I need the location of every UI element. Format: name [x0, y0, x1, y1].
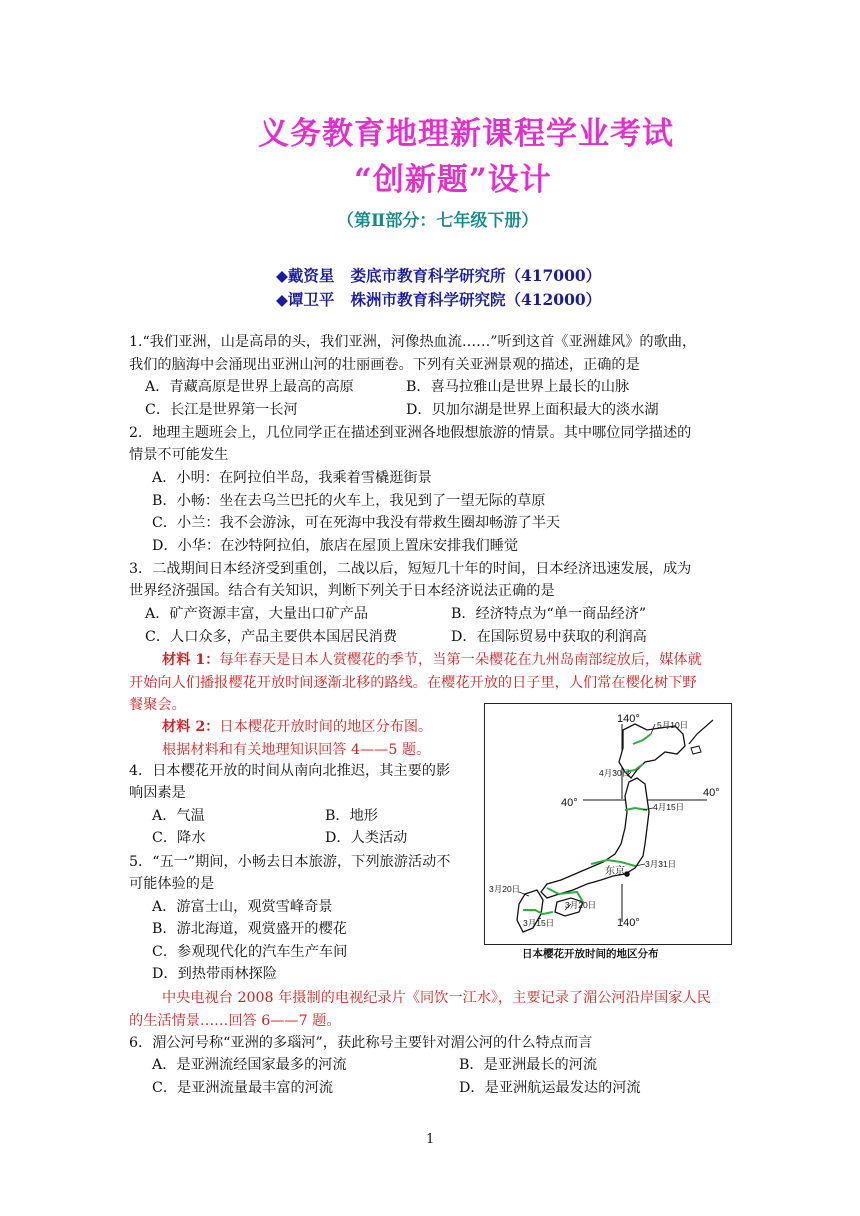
- question-3-stem-cont: 世界经济强国。结合有关知识，判断下列关于日本经济说法正确的是: [129, 583, 555, 599]
- author-line: [276, 288, 601, 310]
- option-1a: A．青藏高原是世界上最高的高原: [145, 379, 354, 395]
- lat-label-right: 40°: [703, 787, 720, 799]
- date-label-apr15: 4月15日: [653, 802, 685, 812]
- author-org: 娄底市教育科学研究所（417000）: [350, 266, 602, 285]
- question-5-stem-cont: 可能体验的是: [129, 876, 215, 892]
- option-6c: C．是亚洲流量最丰富的河流: [152, 1080, 334, 1096]
- question-1-stem: 1.“我们亚洲，山是高昂的头，我们亚洲，河像热血流……”听到这首《亚洲雄风》的歌曲，: [129, 334, 697, 350]
- lat-label-left: 40°: [561, 797, 578, 809]
- kuril-outline: [689, 720, 713, 744]
- tokyo-dot: [624, 871, 630, 877]
- question-4-stem-cont: 响因素是: [129, 785, 186, 801]
- option-4c: C．降水: [152, 830, 206, 846]
- option-3c: C．人口众多，产品主要供本国居民消费: [145, 629, 398, 645]
- option-4a: A．气温: [152, 808, 205, 824]
- question-6-stem: 6．湄公河号称“亚洲的多瑙河”，获此称号主要针对湄公河的什么特点而言: [129, 1035, 593, 1051]
- question-3-stem: 3．二战期间日本经济受到重创，二战以后，短短几十年的时间，日本经济迅速发展，成为: [129, 561, 692, 577]
- question-5-stem: 5．“五一”期间，小畅去日本旅游，下列旅游活动不: [129, 854, 451, 870]
- date-label-mar31: 3月31日: [645, 859, 677, 869]
- option-5c: C．参观现代化的汽车生产车间: [152, 944, 348, 960]
- option-5a: A．游富士山，观赏雪峰奇景: [152, 899, 333, 915]
- page-title: 义务教育地理新课程学业考试: [258, 116, 674, 152]
- page-subtitle: （第Ⅱ部分：七年级下册）: [337, 211, 539, 231]
- page-number: 1: [426, 1132, 435, 1147]
- author-name: 谭卫平: [287, 290, 335, 309]
- question-2-stem-cont: 情景不可能发生: [129, 447, 229, 463]
- option-1d: D．贝加尔湖是世界上面积最大的淡水湖: [406, 402, 659, 418]
- japan-cherry-blossom-map: [484, 703, 732, 945]
- option-2c: C．小兰：我不会游泳，可在死海中我没有带救生圈却畅游了半天: [152, 515, 561, 531]
- option-2b: B．小畅：坐在去乌兰巴托的火车上，我见到了一望无际的草原: [152, 493, 546, 509]
- question-1-stem-cont: 我们的脑海中会涌现出亚洲山河的壮丽画卷。下列有关亚洲景观的描述，正确的是: [129, 357, 640, 373]
- map-caption: 日本樱花开放时间的地区分布: [522, 948, 659, 960]
- lon-label-top: 140°: [617, 713, 640, 725]
- option-6d: D．是亚洲航运最发达的河流: [459, 1080, 641, 1096]
- option-3d: D．在国际贸易中获取的利润高: [451, 629, 647, 645]
- date-label-mar15: 3月15日: [523, 918, 555, 928]
- material-1-text: 每年春天是日本人赏樱花的季节，当第一朵樱花在九州岛南部绽放后，媒体就: [219, 652, 702, 668]
- material-2-line: [162, 716, 432, 736]
- city-label-tokyo: 东京: [605, 866, 625, 877]
- material-2-instruction: 根据材料和有关地理知识回答 4——5 题。: [162, 742, 431, 758]
- lon-label-bottom: 140°: [617, 917, 640, 929]
- material-1-line2: 开始向人们播报樱花开放时间逐渐北移的路线。在樱花开放的日子里，人们常在樱化树下野: [129, 675, 697, 691]
- date-label-may10: 5月10日: [657, 720, 689, 730]
- option-4d: D．人类活动: [325, 830, 408, 846]
- author-marker: ◆: [276, 290, 288, 309]
- author-marker: ◆: [276, 266, 288, 285]
- date-label-mar20-kyushu: 3月20日: [489, 884, 521, 894]
- island-outline: [691, 746, 701, 754]
- option-5b: B．游北海道，观赏盛开的樱花: [152, 921, 347, 937]
- date-label-apr30: 4月30日: [599, 768, 631, 778]
- option-3b: B．经济特点为“单一商品经济”: [451, 606, 647, 622]
- question-2-stem: 2．地理主题班会上，几位同学正在描述到亚洲各地假想旅游的情景。其中哪位同学描述的: [129, 425, 692, 441]
- material-1-line3: 餐聚会。: [129, 697, 186, 713]
- material-2-text: 日本樱花开放时间的地区分布图。: [219, 719, 433, 735]
- author-line: [276, 264, 601, 286]
- material-3-line1: 中央电视台 2008 年摄制的电视纪录片《同饮一江水》，主要记录了湄公河沿岸国家人民: [162, 990, 711, 1006]
- material-2-label: 材料 2：: [162, 719, 220, 735]
- option-1c: C．长江是世界第一长河: [145, 402, 298, 418]
- date-label-mar20-shikoku: 3月20日: [565, 900, 597, 910]
- author-name: 戴资星: [287, 266, 335, 285]
- option-1b: B．喜马拉雅山是世界上最长的山脉: [406, 379, 630, 395]
- honshu-outline: [541, 778, 649, 898]
- option-2d: D．小华：在沙特阿拉伯，旅店在屋顶上置床安排我们睡觉: [152, 538, 519, 554]
- option-3a: A．矿产资源丰富，大量出口矿产品: [145, 606, 369, 622]
- material-3-line2: 的生活情景……回答 6——7 题。: [129, 1013, 341, 1029]
- option-6b: B．是亚洲最长的河流: [459, 1057, 598, 1073]
- option-5d: D．到热带雨林探险: [152, 966, 277, 982]
- option-2a: A．小明：在阿拉伯半岛，我乘着雪橇逛街景: [152, 470, 432, 486]
- page-title-line2: “创新题”设计: [354, 162, 552, 198]
- material-1-label: 材料 1：: [162, 652, 220, 668]
- option-4b: B．地形: [325, 808, 378, 824]
- author-org: 株洲市教育科学研究院（412000）: [350, 290, 602, 309]
- option-6a: A．是亚洲流经国家最多的河流: [152, 1057, 347, 1073]
- material-1-line1: [162, 649, 702, 669]
- japan-map-graphic: [485, 704, 731, 944]
- question-4-stem: 4．日本樱花开放的时间从南向北推迟，其主要的影: [129, 763, 451, 779]
